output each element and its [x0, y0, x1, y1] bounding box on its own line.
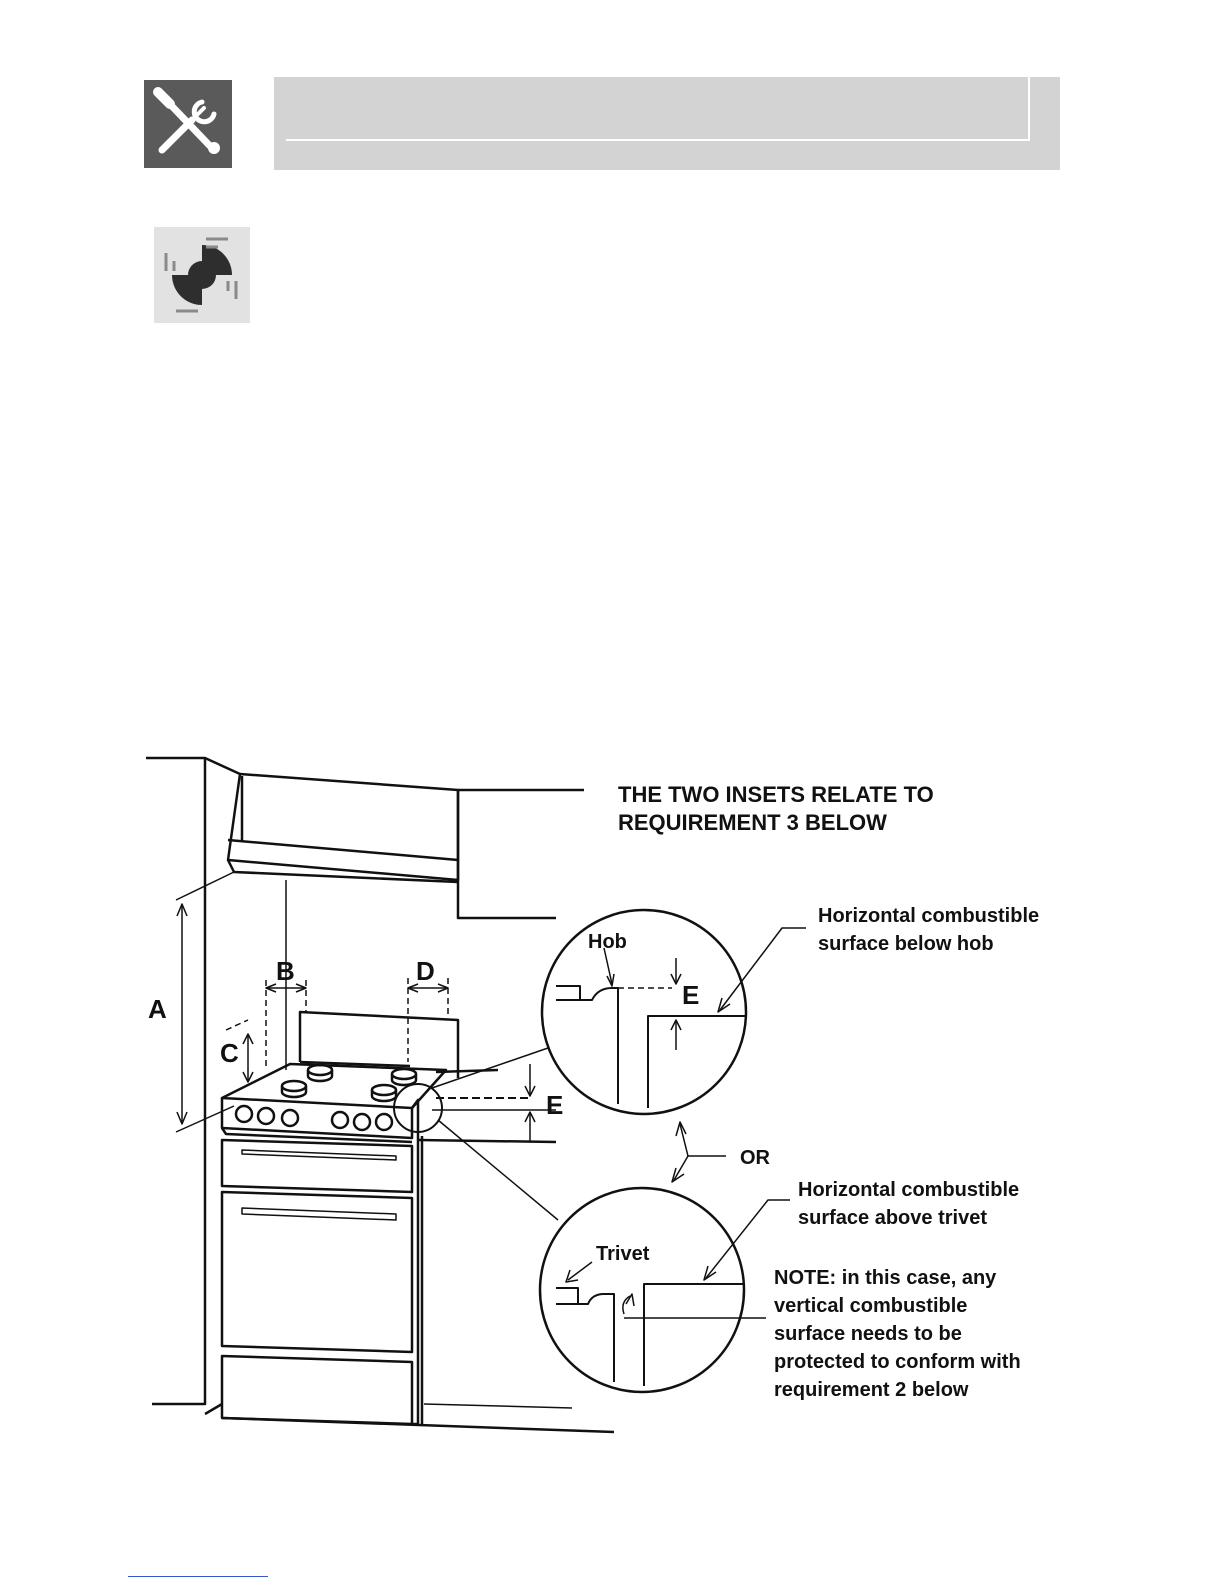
- trivet-inset: [540, 1188, 744, 1392]
- or-label: OR: [740, 1147, 770, 1169]
- dimension-label-d: D: [416, 956, 435, 986]
- note-line2: vertical combustible: [774, 1295, 968, 1317]
- inset-note-line1: THE TWO INSETS RELATE TO: [618, 782, 934, 807]
- dimension-label-b: B: [276, 956, 295, 986]
- above-trivet-line2: surface above trivet: [798, 1207, 987, 1229]
- dimension-label-e-inset: E: [682, 980, 700, 1010]
- footer-link-underline: [128, 1576, 268, 1577]
- note-line5: requirement 2 below: [774, 1379, 969, 1401]
- note-line4: protected to conform with: [774, 1351, 1021, 1373]
- dimension-label-a: A: [148, 994, 167, 1024]
- inset-note-line2: REQUIREMENT 3 BELOW: [618, 810, 887, 835]
- hob-inset: [542, 910, 746, 1114]
- below-hob-line2: surface below hob: [818, 933, 994, 955]
- oven-door-main: [222, 1192, 412, 1352]
- above-trivet-line1: Horizontal combustible: [798, 1179, 1020, 1201]
- note-line3: surface needs to be: [774, 1323, 962, 1345]
- oven-door-upper: [222, 1140, 412, 1192]
- note-line1: NOTE: in this case, any: [774, 1267, 997, 1289]
- below-hob-line1: Horizontal combustible: [818, 905, 1040, 927]
- hob-label: Hob: [588, 931, 627, 953]
- trivet-label: Trivet: [596, 1243, 650, 1265]
- dimension-label-c: C: [220, 1038, 239, 1068]
- storage-drawer: [222, 1356, 412, 1424]
- range-hood: [228, 774, 458, 880]
- left-wall: [146, 758, 205, 1404]
- dimension-label-e-main: E: [546, 1090, 564, 1120]
